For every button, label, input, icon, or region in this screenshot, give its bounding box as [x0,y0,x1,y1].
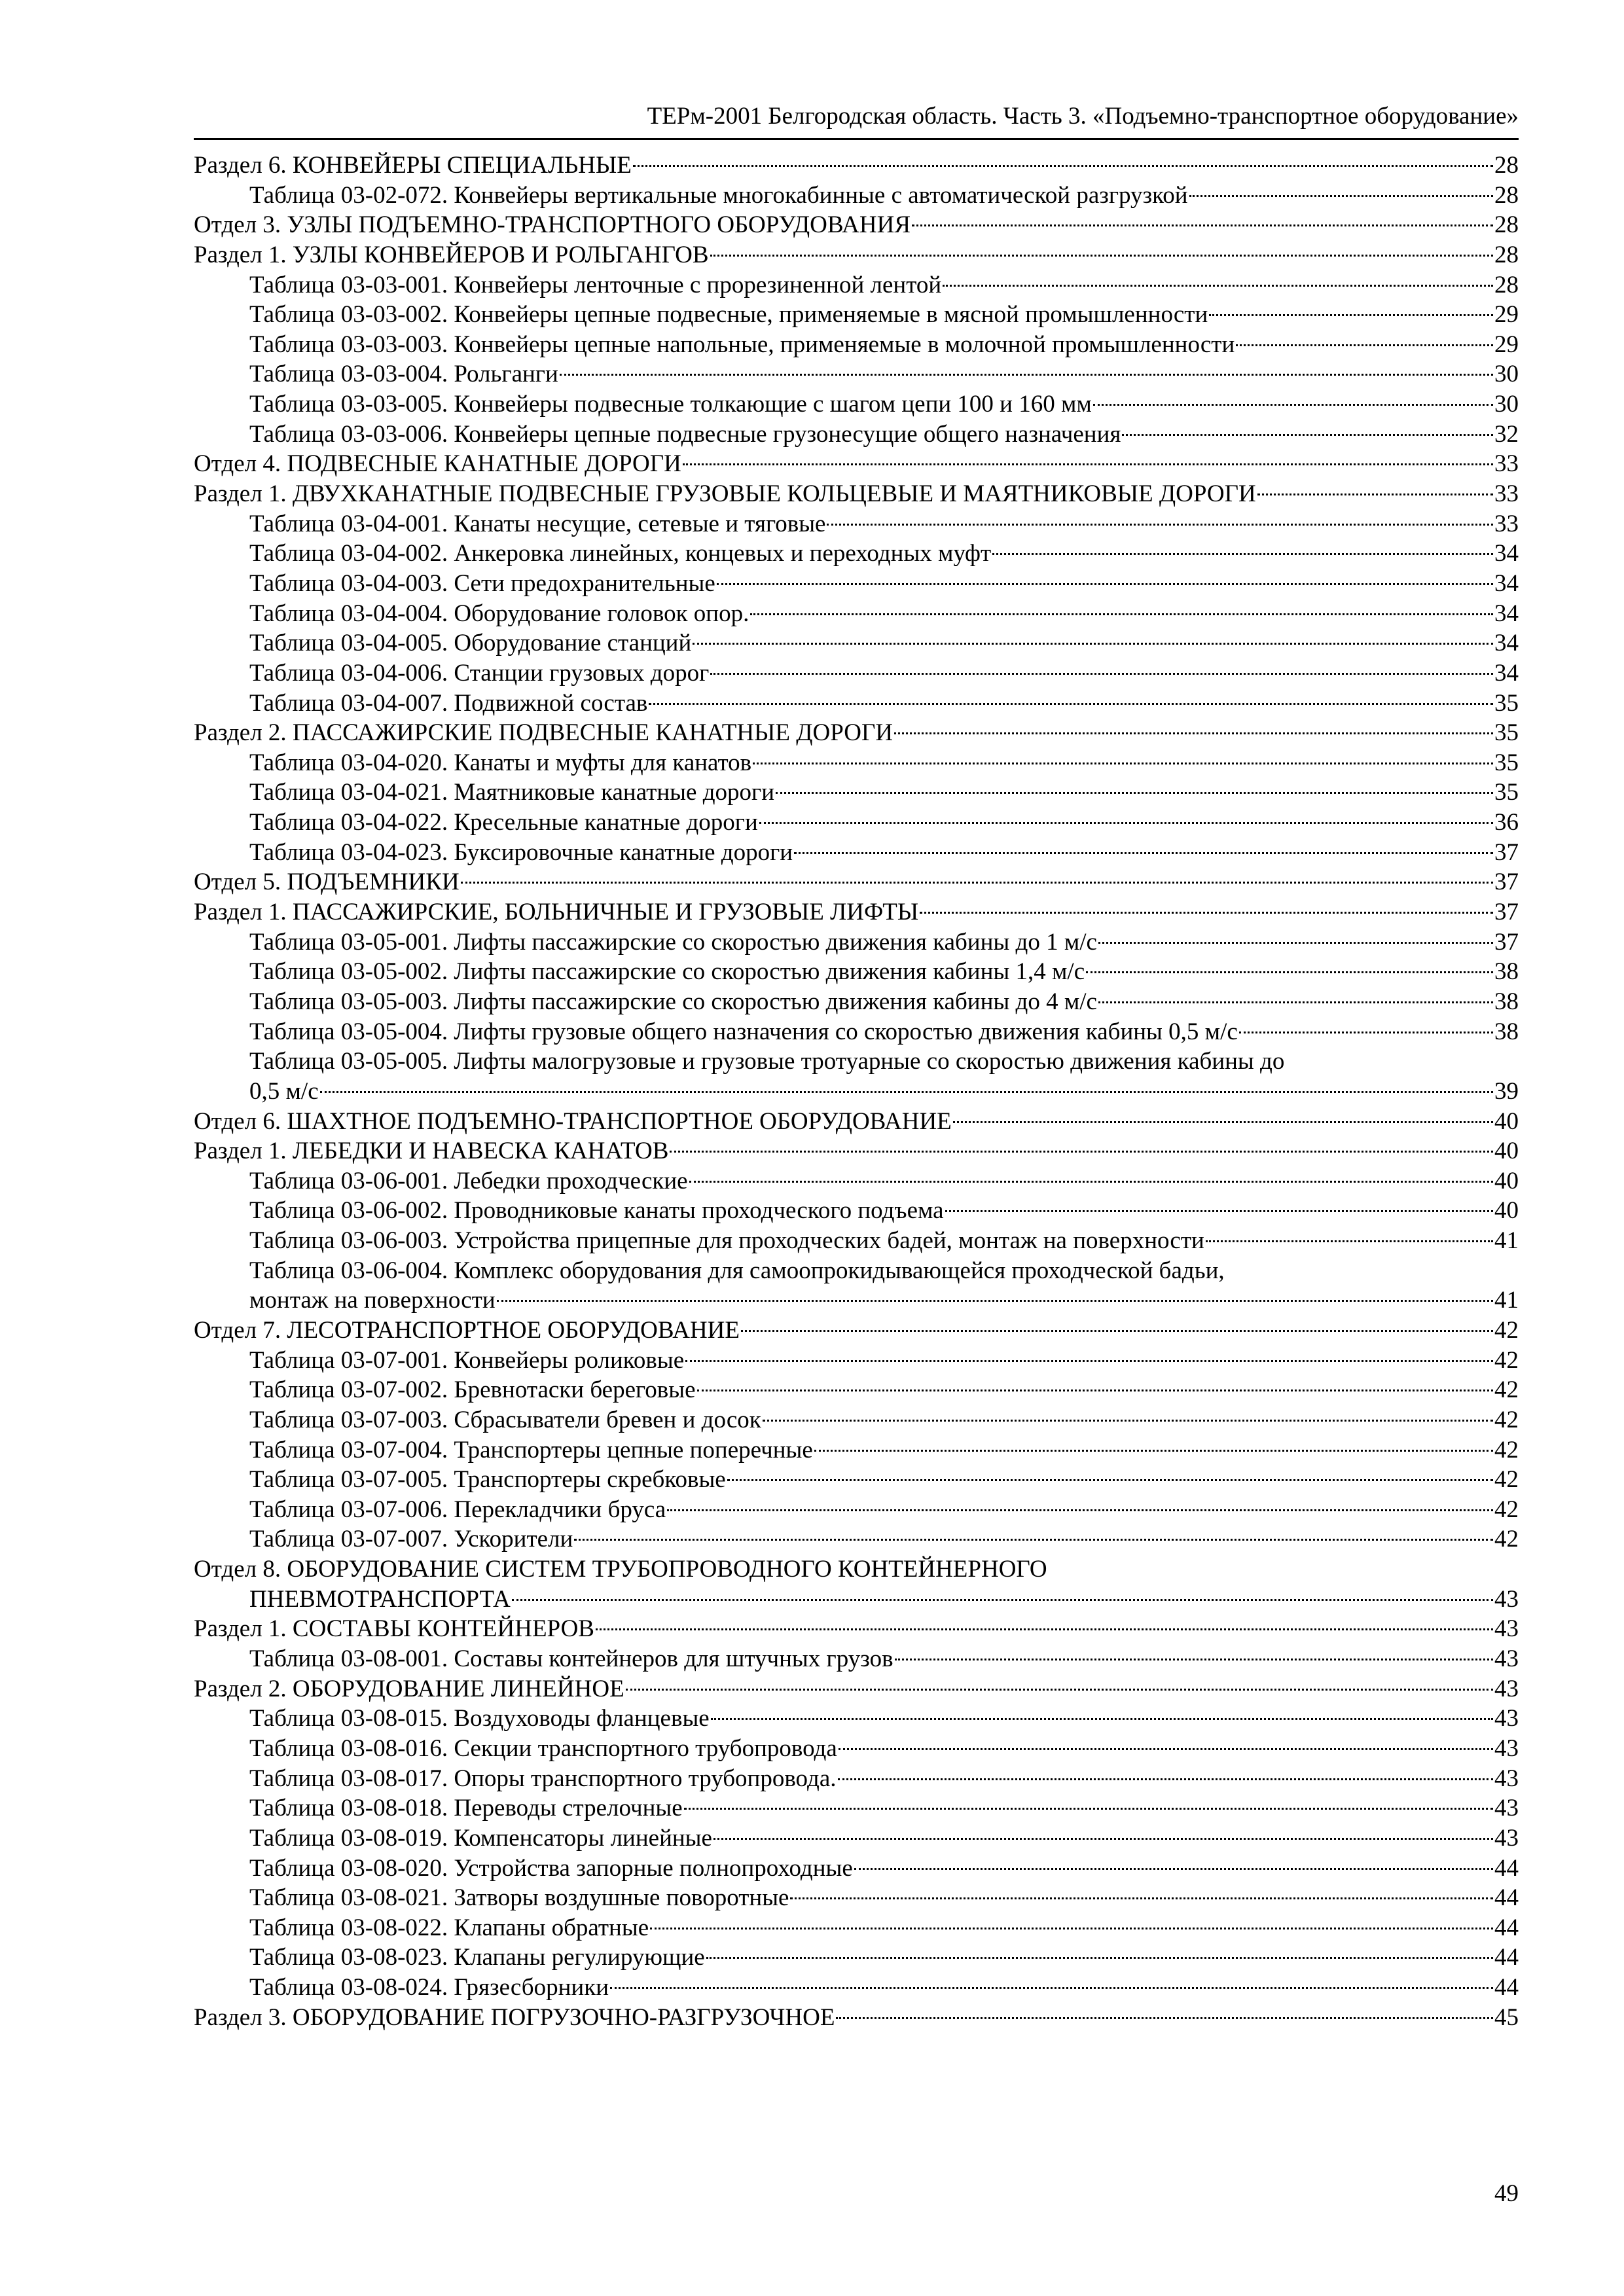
toc-entry[interactable] [194,987,1519,1017]
dot-leader [512,1599,1493,1601]
toc-entry-page: 33 [1494,480,1519,508]
toc-entry[interactable] [194,1644,1519,1674]
dot-leader [945,1210,1493,1212]
toc-entry-title: Таблица 03-08-017. Опоры транспортного трубопровода. [249,1765,837,1792]
toc-entry-page: 37 [1494,928,1519,956]
dot-leader [684,1808,1493,1810]
toc-entry-page: 41 [1494,1287,1519,1314]
toc-entry[interactable] [194,1226,1519,1256]
toc-entry-title: Таблица 03-07-005. Транспортеры скребковые [249,1466,726,1494]
toc-entry-page: 43 [1494,1765,1519,1792]
toc-entry-title: Таблица 03-06-003. Устройства прицепные для проходческих бадей, монтаж на поверхности [249,1227,1204,1255]
toc-entry-title: Таблица 03-08-023. Клапаны регулирующие [249,1944,705,1971]
dot-leader [953,1121,1493,1123]
toc-entry[interactable] [194,628,1519,658]
toc-entry[interactable] [194,359,1519,389]
toc-entry[interactable] [194,897,1519,927]
dot-leader [838,1778,1494,1780]
dot-leader [626,1689,1493,1691]
dot-leader [741,1330,1493,1332]
toc-entry-title-continuation: монтаж на поверхности [249,1287,496,1314]
toc-entry-page: 34 [1494,600,1519,627]
toc-entry-page: 37 [1494,899,1519,926]
toc-entry-page: 43 [1494,1705,1519,1732]
dot-leader [685,1360,1493,1362]
toc-entry[interactable] [194,867,1519,897]
toc-entry-page: 34 [1494,540,1519,567]
toc-entry-page: 44 [1494,1974,1519,2001]
dot-leader [497,1300,1493,1302]
toc-entry-title-continuation: 0,5 м/с [249,1077,319,1105]
table-of-contents [194,151,1519,2032]
toc-entry-page: 40 [1494,1167,1519,1194]
toc-entry-continuation[interactable] [194,1585,1519,1615]
dot-leader [1206,1240,1493,1242]
toc-entry-title: Таблица 03-07-004. Транспортеры цепные поперечные [249,1436,813,1463]
dot-leader [794,852,1493,854]
toc-entry-page: 29 [1494,301,1519,329]
toc-entry[interactable] [194,1017,1519,1047]
toc-entry-page: 45 [1494,2003,1519,2031]
dot-leader [1098,942,1493,944]
toc-entry[interactable] [194,1316,1519,1346]
toc-entry-page: 28 [1494,181,1519,209]
toc-entry-continuation[interactable] [194,1285,1519,1316]
toc-entry-title: Таблица 03-04-007. Подвижной состав [249,689,648,717]
toc-entry-page: 34 [1494,630,1519,657]
toc-entry-page: 36 [1494,809,1519,836]
toc-entry-page: 43 [1494,1734,1519,1762]
dot-leader [711,1718,1493,1720]
toc-entry[interactable] [194,539,1519,569]
toc-entry-title: Таблица 03-08-019. Компенсаторы линейные [249,1824,712,1852]
toc-entry-page: 44 [1494,1854,1519,1882]
toc-entry[interactable] [194,449,1519,479]
toc-entry-title: Таблица 03-05-004. Лифты грузовые общего назначения со скоростью движения кабины 0,5 м/с [249,1018,1238,1045]
toc-entry-page: 37 [1494,838,1519,866]
dot-leader [670,1151,1493,1153]
toc-entry-page: 28 [1494,152,1519,179]
dot-leader [689,1181,1493,1183]
dot-leader [710,673,1493,675]
toc-entry-title: Таблица 03-04-006. Станции грузовых дорог [249,659,710,687]
toc-entry[interactable] [194,1764,1519,1794]
toc-entry-title: Таблица 03-07-001. Конвейеры роликовые [249,1346,685,1374]
dot-leader [610,1987,1493,1989]
dot-leader [697,1390,1493,1391]
toc-entry-page: 43 [1494,1795,1519,1822]
dot-leader [895,1659,1493,1660]
toc-entry[interactable] [194,808,1519,838]
toc-entry-title: Таблица 03-05-001. Лифты пассажирские со скоростью движения кабины до 1 м/с [249,928,1097,956]
toc-entry-page: 42 [1494,1376,1519,1404]
toc-entry-page: 37 [1494,869,1519,896]
toc-entry-page: 43 [1494,1585,1519,1613]
toc-entry-page: 34 [1494,569,1519,597]
toc-entry-page: 38 [1494,958,1519,986]
dot-leader [1209,314,1493,316]
dot-leader [717,583,1493,585]
toc-entry-page: 39 [1494,1077,1519,1105]
dot-leader [1239,1031,1493,1033]
dot-leader [683,463,1493,465]
toc-entry[interactable] [194,1973,1519,2003]
toc-entry[interactable] [194,420,1519,450]
toc-entry-title: Таблица 03-08-020. Устройства запорные полнопроходные [249,1854,853,1882]
toc-entry[interactable] [194,1166,1519,1196]
toc-entry-title: Таблица 03-04-004. Оборудование головок опор. [249,600,749,627]
toc-entry[interactable] [194,1854,1519,1884]
toc-entry-page: 28 [1494,271,1519,298]
toc-entry-title: Таблица 03-08-001. Составы контейнеров для штучных грузов [249,1645,893,1673]
toc-entry[interactable] [194,748,1519,778]
toc-entry[interactable] [194,1793,1519,1823]
toc-entry-title: Раздел 2. ПАССАЖИРСКИЕ ПОДВЕСНЫЕ КАНАТНЫЕ ДОРОГИ [194,719,893,747]
toc-entry-title: Таблица 03-07-007. Ускорители [249,1526,573,1553]
toc-entry-title: Таблица 03-07-002. Бревнотаски береговые [249,1376,696,1404]
dot-leader [759,822,1493,824]
toc-entry[interactable] [194,1554,1519,1585]
toc-entry[interactable] [194,927,1519,958]
dot-leader [814,1450,1493,1452]
running-header: ТЕРм-2001 Белгородская область. Часть 3. «Подъемно-транспортное оборудование» [647,103,1519,130]
dot-leader [836,2017,1493,2019]
toc-entry-title: Таблица 03-08-024. Грязесборники [249,1974,609,2001]
toc-entry-page: 28 [1494,211,1519,239]
toc-entry-page: 42 [1494,1316,1519,1344]
toc-entry[interactable] [194,151,1519,181]
toc-entry-title: Таблица 03-06-001. Лебедки проходческие [249,1167,688,1194]
toc-entry[interactable] [194,479,1519,509]
toc-entry-page: 33 [1494,510,1519,537]
toc-entry-title: Таблица 03-04-020. Канаты и муфты для канатов [249,749,752,776]
toc-entry[interactable] [194,509,1519,539]
toc-entry[interactable] [194,1913,1519,1943]
dot-leader [943,285,1493,287]
toc-entry-page: 38 [1494,1018,1519,1045]
toc-entry-title: Раздел 1. СОСТАВЫ КОНТЕЙНЕРОВ [194,1615,594,1643]
dot-leader [710,255,1493,257]
toc-entry-title: Таблица 03-05-002. Лифты пассажирские со скоростью движения кабины 1,4 м/с [249,958,1085,986]
dot-leader [776,792,1493,794]
toc-entry[interactable] [194,330,1519,360]
toc-entry[interactable] [194,718,1519,748]
toc-entry-page: 40 [1494,1138,1519,1165]
toc-entry-title: Таблица 03-08-021. Затворы воздушные поворотные [249,1884,789,1912]
dot-leader [727,1479,1493,1481]
toc-entry-title: Таблица 03-08-016. Секции транспортного трубопровода [249,1734,837,1762]
toc-entry-page: 35 [1494,779,1519,806]
toc-entry-title: Таблица 03-03-003. Конвейеры цепные напольные, применяемые в молочной промышленности [249,331,1235,358]
toc-entry[interactable] [194,1734,1519,1764]
dot-leader [1236,344,1493,346]
toc-entry-title: Таблица 03-05-005. Лифты малогрузовые и грузовые тротуарные со скоростью движения кабины до [249,1048,1285,1075]
dot-leader [839,1748,1493,1750]
toc-entry[interactable] [194,1883,1519,1913]
dot-leader [750,613,1493,615]
toc-entry[interactable] [194,689,1519,719]
dot-leader [1093,404,1493,406]
toc-entry[interactable] [194,838,1519,868]
toc-entry-page: 29 [1494,331,1519,358]
dot-leader [461,882,1493,884]
toc-entry-page: 34 [1494,659,1519,687]
dot-leader [633,165,1493,167]
toc-entry[interactable] [194,778,1519,808]
toc-entry[interactable] [194,1196,1519,1226]
toc-entry[interactable] [194,181,1519,211]
dot-leader [596,1628,1493,1630]
toc-entry-title: Раздел 1. ДВУХКАНАТНЫЕ ПОДВЕСНЫЕ ГРУЗОВЫЕ КОЛЬЦЕВЫЕ И МАЯТНИКОВЫЕ ДОРОГИ [194,480,1256,508]
toc-entry-title: Таблица 03-04-005. Оборудование станций [249,630,692,657]
toc-entry-page: 43 [1494,1675,1519,1702]
toc-entry-title: Отдел 3. УЗЛЫ ПОДЪЕМНО-ТРАНСПОРТНОГО ОБОРУДОВАНИЯ [194,211,911,239]
toc-entry-title: Отдел 7. ЛЕСОТРАНСПОРТНОЕ ОБОРУДОВАНИЕ [194,1316,740,1344]
toc-entry-title: Таблица 03-03-006. Конвейеры цепные подвесные грузонесущие общего назначения [249,420,1121,448]
toc-entry[interactable] [194,1435,1519,1465]
toc-entry[interactable] [194,957,1519,987]
toc-entry[interactable] [194,1346,1519,1376]
dot-leader [827,524,1493,526]
toc-entry[interactable] [194,1704,1519,1734]
toc-entry-title: Раздел 2. ОБОРУДОВАНИЕ ЛИНЕЙНОЕ [194,1675,624,1702]
dot-leader [1122,434,1493,436]
toc-entry-page: 42 [1494,1436,1519,1463]
toc-entry[interactable] [194,240,1519,270]
toc-entry[interactable] [194,389,1519,420]
toc-entry-page: 32 [1494,420,1519,448]
toc-entry-title: Таблица 03-05-003. Лифты пассажирские со скоростью движения кабины до 4 м/с [249,988,1097,1015]
toc-entry-page: 42 [1494,1496,1519,1523]
dot-leader [649,703,1493,705]
dot-leader [1098,1001,1493,1003]
toc-entry-title: Таблица 03-08-015. Воздуховоды фланцевые [249,1705,710,1732]
toc-entry-page: 30 [1494,391,1519,418]
toc-entry-page: 43 [1494,1645,1519,1673]
toc-entry-title: Таблица 03-03-004. Рольганги [249,361,558,388]
dot-leader [650,1928,1493,1929]
toc-entry-title: Таблица 03-02-072. Конвейеры вертикальные многокабинные с автоматической разгрузкой [249,181,1188,209]
dot-leader [560,374,1493,376]
toc-entry-page: 38 [1494,988,1519,1015]
toc-entry-title: Таблица 03-06-004. Комплекс оборудования для самоопрокидывающейся проходческой бадьи, [249,1257,1225,1284]
dot-leader [667,1509,1493,1511]
toc-entry-title-continuation: ПНЕВМОТРАНСПОРТА [249,1585,511,1613]
toc-entry[interactable] [194,1495,1519,1525]
toc-entry-title: Таблица 03-04-023. Буксировочные канатные дороги [249,838,793,866]
dot-leader [920,912,1493,914]
toc-entry-page: 41 [1494,1227,1519,1255]
toc-entry-title: Отдел 4. ПОДВЕСНЫЕ КАНАТНЫЕ ДОРОГИ [194,450,681,478]
toc-entry[interactable] [194,1047,1519,1077]
toc-entry-title: Таблица 03-04-022. Кресельные канатные дороги [249,809,758,836]
toc-entry[interactable] [194,569,1519,599]
toc-entry-title: Отдел 5. ПОДЪЕМНИКИ [194,869,460,896]
toc-entry-page: 44 [1494,1944,1519,1971]
toc-entry[interactable] [194,658,1519,689]
toc-entry-title: Таблица 03-08-018. Переводы стрелочные [249,1795,683,1822]
page-number: 49 [1494,2180,1519,2207]
toc-entry-title: Отдел 6. ШАХТНОЕ ПОДЪЕМНО-ТРАНСПОРТНОЕ ОБОРУДОВАНИЕ [194,1107,952,1135]
toc-entry-title: Таблица 03-04-003. Сети предохранительные [249,569,715,597]
toc-entry-continuation[interactable] [194,1077,1519,1107]
toc-entry[interactable] [194,1943,1519,1973]
toc-entry[interactable] [194,1405,1519,1435]
toc-entry-title: Таблица 03-07-003. Сбрасыватели бревен и досок [249,1406,761,1433]
toc-entry-page: 43 [1494,1824,1519,1852]
toc-entry-title: Таблица 03-03-002. Конвейеры цепные подвесные, применяемые в мясной промышленности [249,301,1208,329]
toc-entry[interactable] [194,1375,1519,1405]
toc-entry-page: 33 [1494,450,1519,478]
toc-entry[interactable] [194,1614,1519,1644]
toc-entry-page: 40 [1494,1107,1519,1135]
toc-entry-title: Таблица 03-06-002. Проводниковые канаты проходческого подъема [249,1197,944,1225]
toc-entry-page: 42 [1494,1466,1519,1494]
toc-entry[interactable] [194,1107,1519,1137]
toc-entry-page: 30 [1494,361,1519,388]
toc-entry-page: 28 [1494,241,1519,268]
toc-entry-title: Отдел 8. ОБОРУДОВАНИЕ СИСТЕМ ТРУБОПРОВОДНОГО КОНТЕЙНЕРНОГО [194,1556,1047,1583]
toc-entry-page: 42 [1494,1526,1519,1553]
dot-leader [1189,195,1493,197]
toc-entry[interactable] [194,300,1519,330]
toc-entry-title: Раздел 3. ОБОРУДОВАНИЕ ПОГРУЗОЧНО-РАЗГРУЗОЧНОЕ [194,2003,835,2031]
dot-leader [574,1539,1493,1541]
toc-entry[interactable] [194,210,1519,240]
toc-entry[interactable] [194,599,1519,629]
toc-entry[interactable] [194,1465,1519,1495]
toc-entry-page: 44 [1494,1914,1519,1941]
toc-entry[interactable] [194,1524,1519,1554]
toc-entry[interactable] [194,270,1519,300]
toc-entry-title: Таблица 03-07-006. Перекладчики бруса [249,1496,666,1523]
toc-entry[interactable] [194,2003,1519,2033]
toc-entry-title: Раздел 1. ПАССАЖИРСКИЕ, БОЛЬНИЧНЫЕ И ГРУЗОВЫЕ ЛИФТЫ [194,899,919,926]
toc-entry[interactable] [194,1674,1519,1704]
dot-leader [320,1091,1493,1093]
dot-leader [753,762,1493,764]
toc-entry-title: Раздел 1. УЗЛЫ КОНВЕЙЕРОВ И РОЛЬГАНГОВ [194,241,709,268]
toc-entry-title: Раздел 1. ЛЕБЕДКИ И НАВЕСКА КАНАТОВ [194,1138,669,1165]
dot-leader [693,643,1493,645]
toc-entry[interactable] [194,1823,1519,1854]
dot-leader [1086,971,1493,973]
dot-leader [912,224,1493,226]
toc-entry-page: 42 [1494,1406,1519,1433]
header-divider [194,138,1519,140]
dot-leader [992,553,1493,555]
toc-entry-title: Таблица 03-03-001. Конвейеры ленточные с прорезиненной лентой [249,271,942,298]
toc-entry-title: Таблица 03-08-022. Клапаны обратные [249,1914,649,1941]
toc-entry-title: Таблица 03-04-001. Канаты несущие, сетевые и тяговые [249,510,826,537]
dot-leader [854,1868,1493,1870]
dot-leader [706,1957,1493,1959]
toc-entry-title: Таблица 03-03-005. Конвейеры подвесные толкающие с шагом цепи 100 и 160 мм [249,391,1092,418]
toc-entry-page: 42 [1494,1346,1519,1374]
toc-entry[interactable] [194,1256,1519,1286]
dot-leader [763,1420,1493,1422]
dot-leader [894,732,1493,734]
toc-entry-page: 43 [1494,1615,1519,1643]
toc-entry-page: 44 [1494,1884,1519,1912]
toc-entry-title: Таблица 03-04-002. Анкеровка линейных, концевых и переходных муфт [249,540,992,567]
dot-leader [790,1897,1493,1899]
dot-leader [713,1838,1493,1840]
toc-entry[interactable] [194,1136,1519,1166]
toc-entry-page: 40 [1494,1197,1519,1225]
toc-entry-title: Таблица 03-04-021. Маятниковые канатные дороги [249,779,775,806]
toc-entry-page: 35 [1494,719,1519,747]
toc-entry-title: Раздел 6. КОНВЕЙЕРЫ СПЕЦИАЛЬНЫЕ [194,152,632,179]
dot-leader [1257,493,1493,495]
toc-entry-page: 35 [1494,689,1519,717]
toc-entry-page: 35 [1494,749,1519,776]
